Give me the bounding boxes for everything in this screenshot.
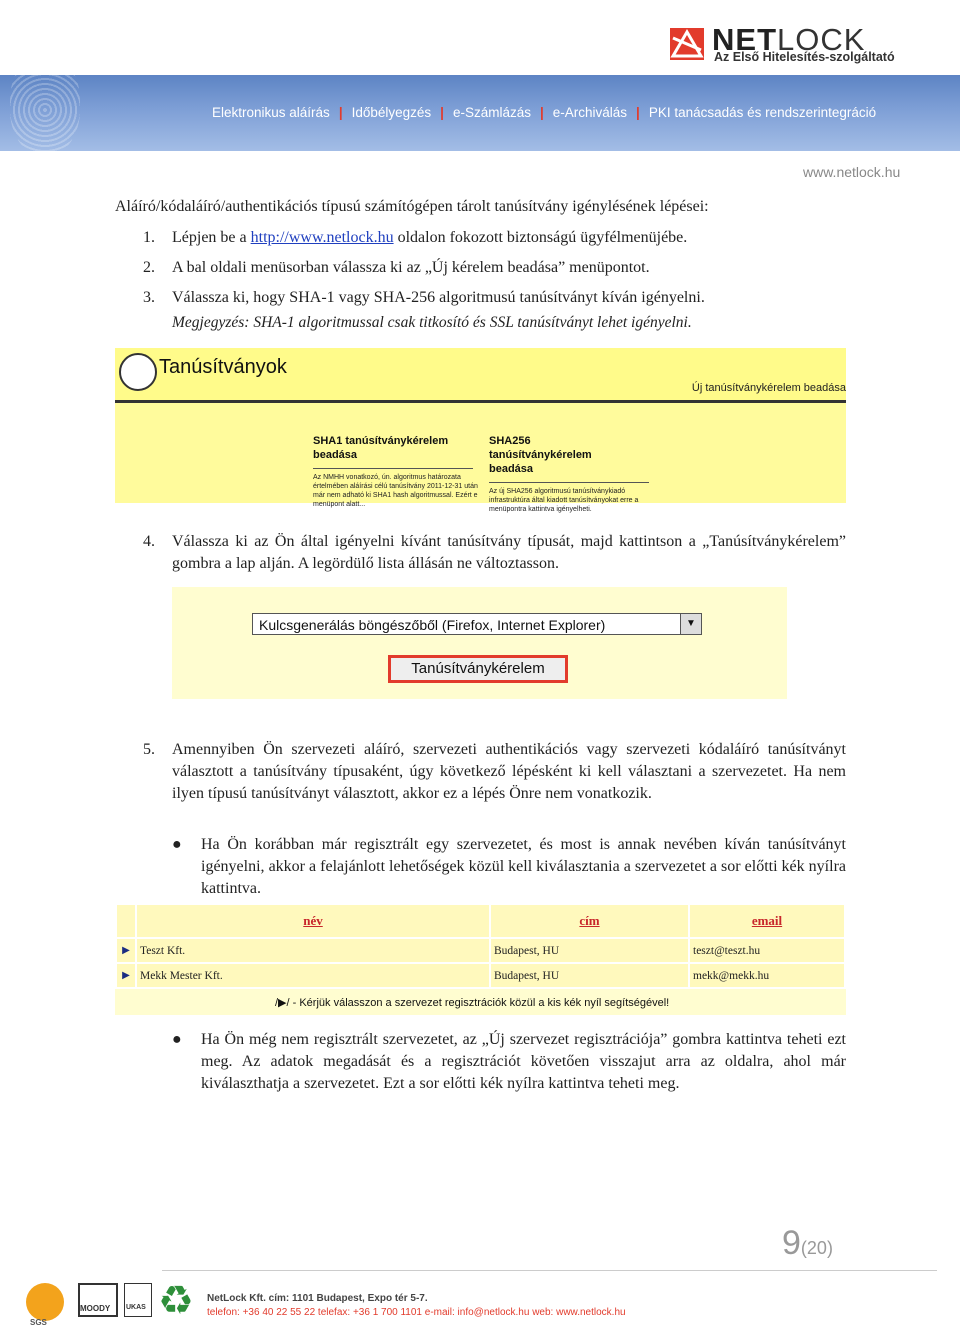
sha1-description: Az NMHH vonatkozó, ún. algoritmus határozata értelmében aláírási célú tanúsítvány 2011-12-31 után már nem adható ki SHA1 hash algoritmussal. Ezért e menüpont alatt...	[313, 474, 478, 508]
nav-item-earchivalas[interactable]: e-Archiválás	[552, 105, 628, 120]
footer-contacts: telefon: +36 40 22 55 22 telefax: +36 1 700 1101 e-mail: info@netlock.hu web: www.netlock.hu	[207, 1307, 626, 1318]
ukas-cert-icon	[124, 1283, 152, 1317]
sha256-column	[489, 434, 654, 514]
header-nav: Elektronikus aláírás | Időbélyegzés | e-Számlázás | e-Archiválás | PKI tanácsadás és rendszerintegráció	[212, 105, 877, 120]
col-header-email[interactable]: email	[689, 904, 845, 938]
certificates-screenshot	[115, 348, 846, 513]
step-5: Amennyiben Ön szervezeti aláíró, szervezeti authentikációs vagy szervezeti kódaláíró tanúsítványt választott a tanúsítvány típusaként, úgy következő lépésként ki kell választani a szervezetet. Ha nem ilyen típusú tanúsítványt választott, akkor ez a lépés Önre nem vonatkozik.	[172, 741, 846, 802]
website-url: www.netlock.hu	[803, 164, 901, 180]
sha256-request-link[interactable]: SHA256 tanúsítványkérelem beadása	[489, 435, 592, 475]
bullet-1: Ha Ön korábban már regisztrált egy szervezetet, és most is annak nevében kíván tanúsítványt igényelni, akkor a felajánlott lehetőségek közül kell kiválasztania a szervezetet a sor előtti kék nyílra kattintva.	[201, 836, 846, 897]
chevron-down-icon[interactable]: ▼	[680, 614, 701, 634]
intro-text: Aláíró/kódaláíró/authentikációs típusú számítógépen tárolt tanúsítvány igénylésének lépései:	[115, 198, 709, 215]
table-footer-hint: /▶/ - Kérjük válasszon a szervezet regisztrációk közül a kis kék nyíl segítségével!	[275, 997, 670, 1009]
bullet-icon: ●	[172, 1031, 182, 1048]
step-1: Lépjen be a http://www.netlock.hu oldalon fokozott biztonságú ügyfélmenüjébe.	[172, 229, 688, 246]
table-row: ▶ Mekk Mester Kft. Budapest, HU mekk@mekk.hu	[116, 963, 845, 988]
step-2: A bal oldali menüsorban válassza ki az „Új kérelem beadása” menüpontot.	[172, 259, 650, 276]
select-arrow-icon[interactable]: ▶	[116, 963, 136, 988]
nav-item-eszamlazas[interactable]: e-Számlázás	[452, 105, 531, 120]
step-5-number: 5.	[143, 741, 155, 758]
netlock-logo-text: NETLOCK	[712, 22, 866, 57]
certificate-request-button[interactable]: Tanúsítványkérelem	[388, 655, 568, 683]
step-3: Válassza ki, hogy SHA-1 vagy SHA-256 algoritmusú tanúsítványt kíván igényelni.	[172, 289, 705, 306]
step-3-number: 3.	[143, 289, 155, 306]
nav-item-idobelyegzes[interactable]: Időbélyegzés	[351, 105, 432, 120]
nav-item-alairas[interactable]: Elektronikus aláírás	[212, 105, 330, 120]
footer-address: NetLock Kft. cím: 1101 Budapest, Expo tér 5-7.	[207, 1293, 428, 1304]
ukas-label: UKAS	[126, 1304, 146, 1311]
netlock-link[interactable]: http://www.netlock.hu	[250, 229, 394, 246]
keygen-select[interactable]: Kulcsgenerálás böngészőből (Firefox, Internet Explorer) ▼	[252, 613, 702, 635]
organization-table	[115, 903, 846, 989]
sgs-label: SGS	[30, 1318, 47, 1327]
netlock-logo-icon	[670, 28, 704, 60]
netlock-seal-icon	[119, 353, 157, 391]
sgs-cert-icon	[26, 1283, 64, 1321]
col-header-address[interactable]: cím	[490, 904, 689, 938]
bullet-icon: ●	[172, 836, 182, 853]
select-arrow-icon[interactable]: ▶	[116, 938, 136, 963]
step-3-note: Megjegyzés: SHA-1 algoritmussal csak titkosító és SSL tanúsítványt lehet igényelni.	[172, 314, 692, 331]
bullet-2: Ha Ön még nem regisztrált szervezetet, az „Új szervezet regisztrációja” gombra kattintva teheti ezt meg. Az adatok megadását és a regisztrációt követően visszajut arra az oldalra, ahol már kiválaszthatja a szervezetet. Ezt a sor előtti kék nyílra kattintva teheti meg.	[201, 1031, 846, 1092]
certificates-title: Tanúsítványok	[159, 356, 287, 378]
logo-tagline: Az Első Hitelesítés-szolgáltató	[714, 50, 895, 64]
col-header-name[interactable]: név	[136, 904, 490, 938]
request-form-screenshot	[172, 587, 787, 699]
sha1-column	[313, 434, 478, 509]
fingerprint-graphic	[10, 55, 80, 155]
page-number: 9(20)	[782, 1224, 833, 1262]
sha1-request-link[interactable]: SHA1 tanúsítványkérelem beadása	[313, 435, 449, 461]
moody-label: MOODY	[80, 1304, 111, 1313]
new-request-link[interactable]: Új tanúsítványkérelem beadása	[691, 382, 846, 394]
step-4: Válassza ki az Ön által igényelni kívánt tanúsítvány típusát, majd kattintson a „Tanúsítványkérelem” gombra a lap alján. A legördülő lista állásán ne változtasson.	[172, 533, 846, 572]
step-1-number: 1.	[143, 229, 155, 246]
step-2-number: 2.	[143, 259, 155, 276]
organization-table-screenshot	[115, 903, 846, 1015]
table-row: ▶ Teszt Kft. Budapest, HU teszt@teszt.hu	[116, 938, 845, 963]
footer-divider	[162, 1270, 937, 1271]
step-4-number: 4.	[143, 533, 155, 550]
nav-item-pki[interactable]: PKI tanácsadás és rendszerintegráció	[648, 105, 877, 120]
sha256-description: Az új SHA256 algoritmusú tanúsítványkiadó infrastruktúra által kiadott tanúsítványokat erre a menüpontra kattintva igényelheti.	[489, 488, 639, 513]
recycle-icon: ♻	[158, 1278, 194, 1323]
